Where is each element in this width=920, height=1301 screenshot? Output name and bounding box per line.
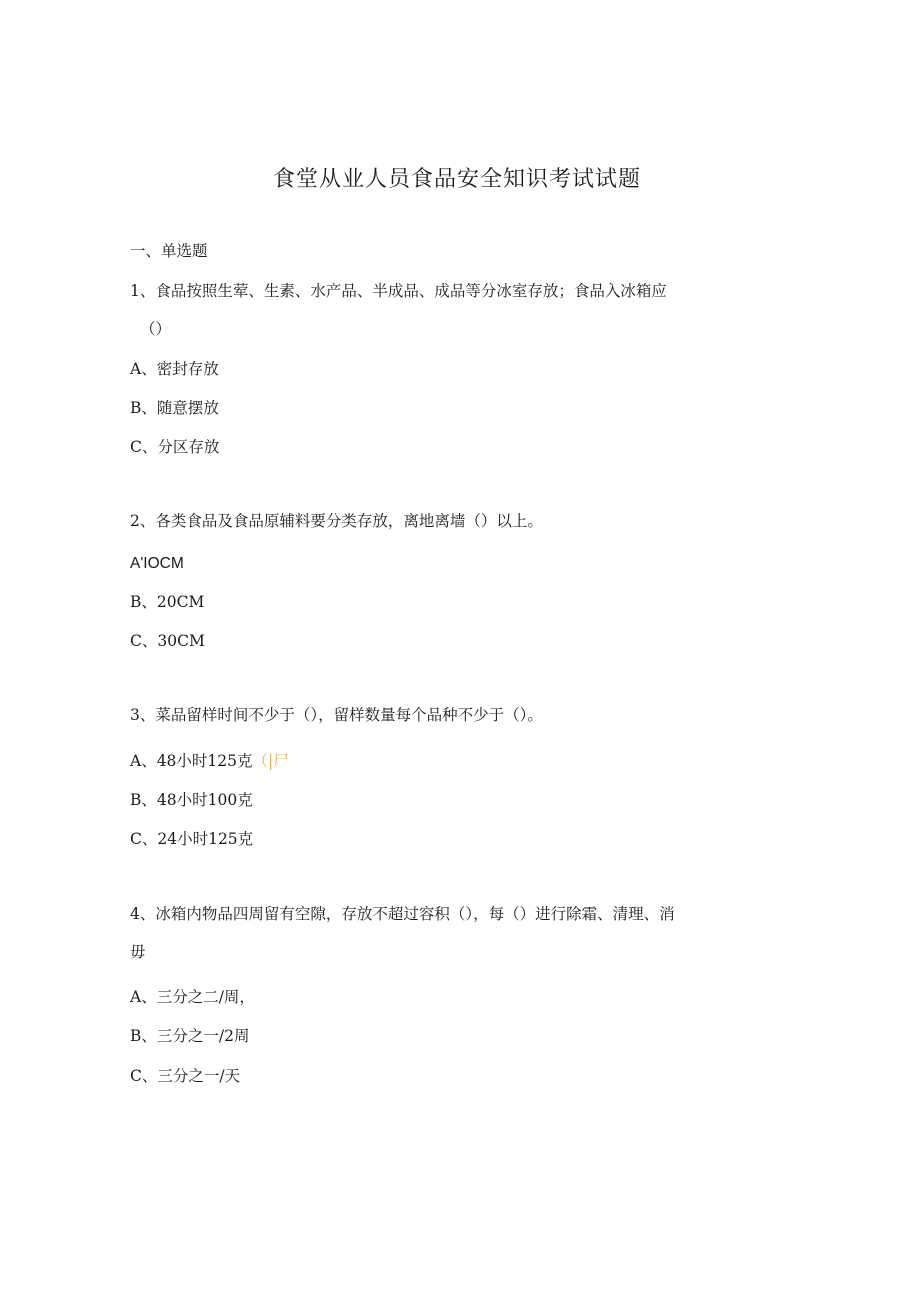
question-3-option-c: C、24小时125克 xyxy=(130,830,254,848)
question-1-option-a: A、密封存放 xyxy=(130,360,219,378)
question-1-stem-line-1: 1、食品按照生荤、生素、水产品、半成品、成品等分冰室存放；食品入冰箱应 xyxy=(130,282,667,300)
question-4-option-a: A、三分之二/周， xyxy=(130,988,255,1006)
question-2-option-a: A'IOCM xyxy=(130,555,184,572)
question-4-stem-line-2: 毋 xyxy=(130,943,146,961)
question-3-option-a: A、48小时125克 xyxy=(130,752,253,770)
question-3-stem: 3、菜品留样时间不少于（），留样数量每个品种不少于（）。 xyxy=(130,706,543,724)
question-1-option-c: C、分区存放 xyxy=(130,438,220,456)
question-3-option-a-row xyxy=(130,750,289,772)
question-4-option-c: C、三分之一/天 xyxy=(130,1067,241,1085)
question-2-option-b: B、20CM xyxy=(130,593,205,611)
question-3-option-b: B、48小时100克 xyxy=(130,791,253,809)
question-3-stamp-mark: （|尸 xyxy=(252,752,289,770)
question-1-option-b: B、随意摆放 xyxy=(130,399,219,417)
section-heading: 一、单选题 xyxy=(130,242,208,260)
question-4-option-b: B、三分之一/2周 xyxy=(130,1027,250,1045)
question-4-stem-line-1: 4、冰箱内物品四周留有空隙，存放不超过容积（），每（）进行除霜、清理、消 xyxy=(130,905,675,923)
question-1-stem-line-2: （） xyxy=(140,320,172,338)
document-title: 食堂从业人员食品安全知识考试试题 xyxy=(272,167,641,192)
question-2-stem: 2、各类食品及食品原辅料要分类存放，离地离墙（）以上。 xyxy=(130,512,543,530)
question-2-option-c: C、30CM xyxy=(130,632,205,650)
